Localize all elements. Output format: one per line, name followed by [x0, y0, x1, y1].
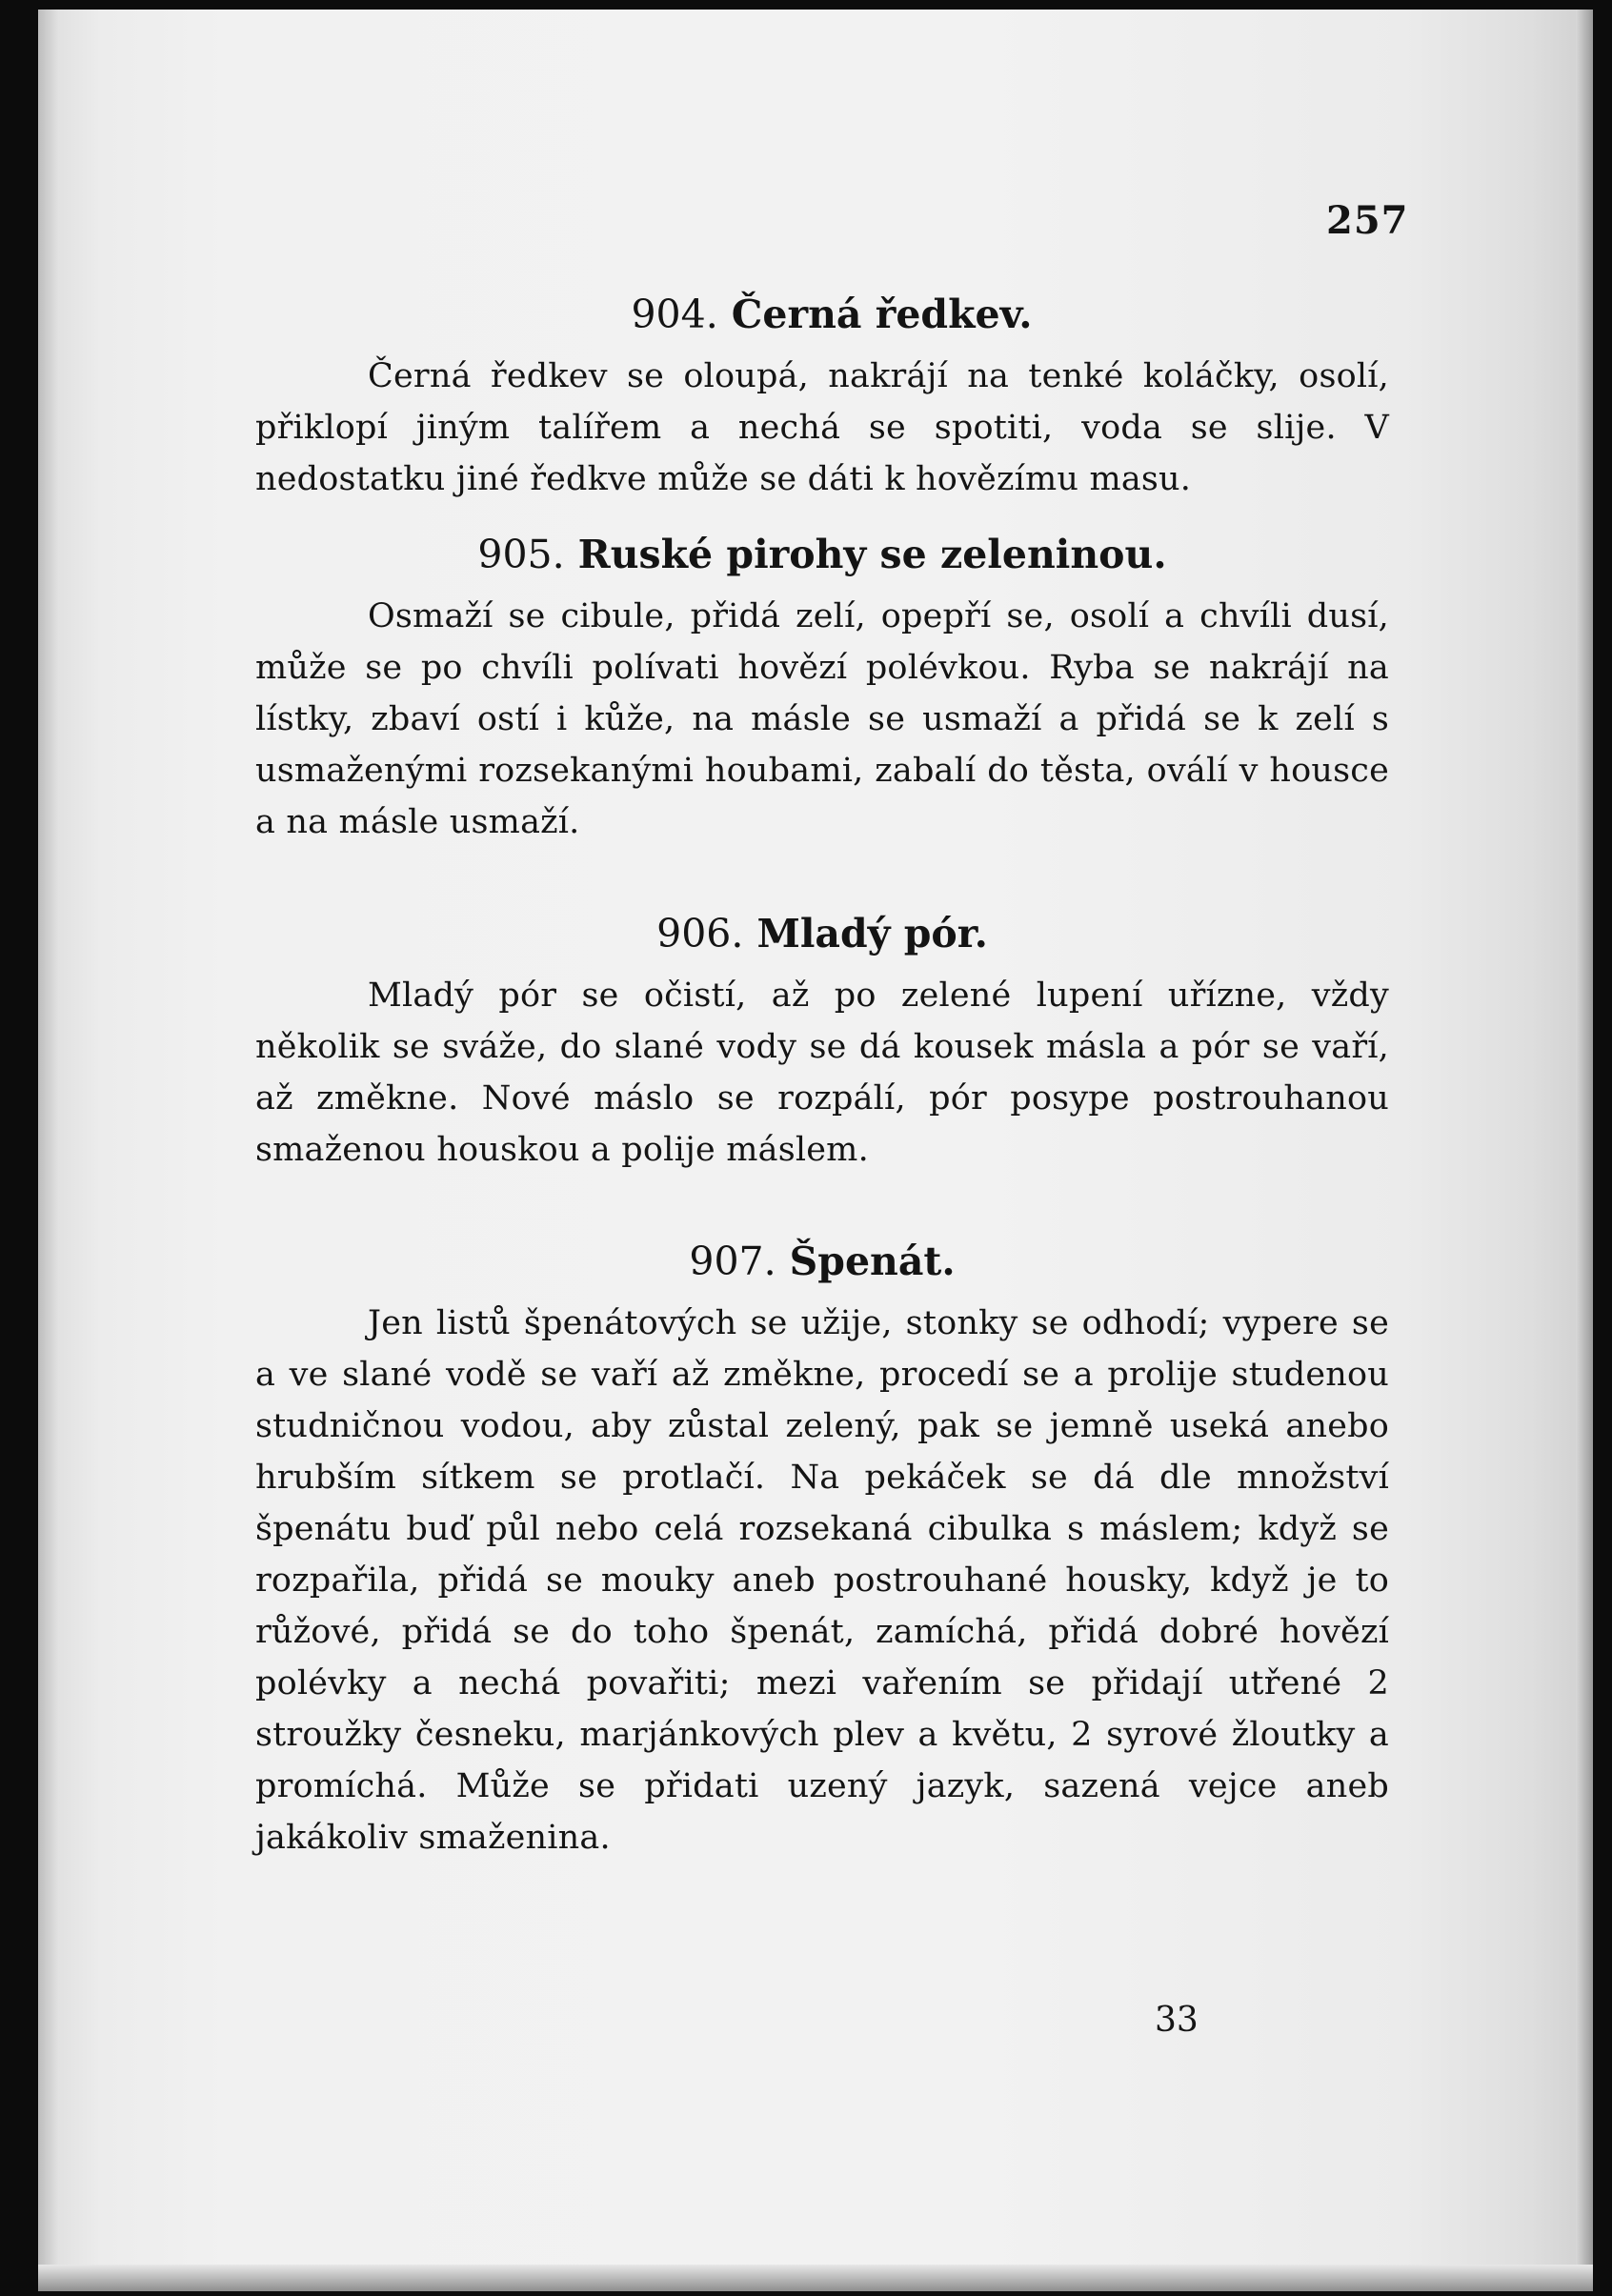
recipe-number: 907.: [689, 1239, 776, 1284]
signature-mark: 33: [1155, 2001, 1199, 2040]
recipe-906: [255, 905, 1389, 1176]
page-bottom-edge: [38, 2265, 1593, 2291]
recipe-text: Jen listů špenátových se užije, stonky se odhodí; vypere se a ve slané vodě se vaří až změkne, procedí se a prolije studenou studničnou vodou, aby zůstal zelený, pak se jemně useká anebo hrubším sítkem se protlačí. Na pekáček se dá dle množství špenátu buď půl nebo celá rozsekaná cibulka s máslem; když se rozpařila, přidá se mouky aneb postrouhané housky, když je to růžové, přidá se do toho špenát, zamíchá, přidá dobré hovězí polévky a nechá povařiti; mezi vařením se přidají utřené 2 stroužky česneku, marjánkových plev a květu, 2 syrové žloutky a promíchá. Může se přidati uzený jazyk, sazená vejce aneb jakákoliv smaženina.: [255, 1304, 1389, 1857]
recipe-905: [255, 526, 1389, 848]
recipe-904: [255, 286, 1389, 505]
recipe-title: [255, 905, 1389, 962]
page-number: 257: [1326, 198, 1409, 243]
page-spine-shadow: [38, 10, 59, 2291]
page-content: [255, 286, 1389, 1863]
recipe-number: 905.: [477, 532, 565, 577]
recipe-name: Mladý pór.: [756, 911, 988, 957]
page-edge-shadow: [1576, 10, 1593, 2291]
recipe-title: [274, 286, 1389, 343]
recipe-title: [255, 1233, 1389, 1290]
recipe-number: 904.: [631, 292, 718, 337]
book-page: [38, 10, 1593, 2291]
recipe-name: Ruské pirohy se zeleninou.: [577, 532, 1167, 577]
recipe-number: 906.: [656, 911, 744, 957]
recipe-text: Mladý pór se očistí, až po zelené lupení uřízne, vždy několik se sváže, do slané vody se dá kousek másla a pór se vaří, až změkne. Nové máslo se rozpálí, pór posype postrouhanou smaženou houskou a polije máslem.: [255, 977, 1389, 1169]
recipe-text: Černá ředkev se oloupá, nakrájí na tenké koláčky, osolí, přiklopí jiným talířem a nechá se spotiti, voda se slije. V nedostatku jiné ředkve může se dáti k hovězímu masu.: [255, 357, 1389, 498]
recipe-text: Osmaží se cibule, přidá zelí, opepří se, osolí a chvíli dusí, může se po chvíli polívati hovězí polévkou. Ryba se nakrájí na lístky, zbaví ostí i kůže, na másle se usmaží a přidá se k zelí s usmaženými rozsekanými houbami, zabalí do těsta, oválí v housce a na másle usmaží.: [255, 597, 1389, 841]
recipe-name: Černá ředkev.: [731, 292, 1033, 337]
recipe-907: [255, 1233, 1389, 1863]
recipe-name: Špenát.: [789, 1239, 956, 1284]
recipe-title: [255, 526, 1389, 583]
